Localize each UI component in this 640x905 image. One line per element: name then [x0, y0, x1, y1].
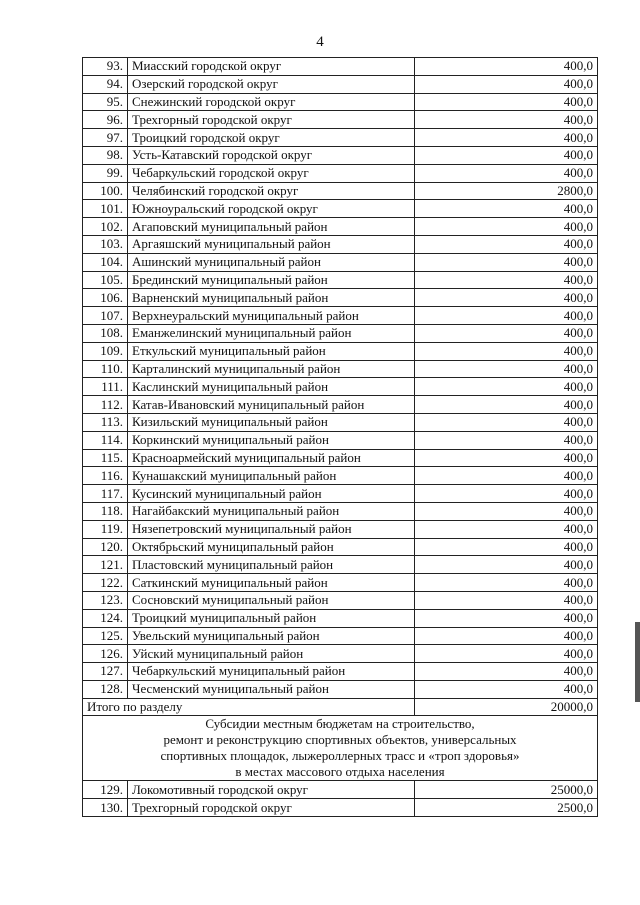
- table-row: [83, 781, 598, 799]
- row-name: Октябрьский муниципальный район: [128, 538, 415, 556]
- table-row: [83, 324, 598, 342]
- table-row: [83, 164, 598, 182]
- table-row: [83, 680, 598, 698]
- table-row: [83, 200, 598, 218]
- row-value: 400,0: [415, 502, 598, 520]
- row-name: Агаповский муниципальный район: [128, 218, 415, 236]
- row-number: 122.: [83, 574, 128, 592]
- row-value: 400,0: [415, 467, 598, 485]
- row-value: 400,0: [415, 253, 598, 271]
- row-name: Чесменский муниципальный район: [128, 680, 415, 698]
- row-value: 400,0: [415, 360, 598, 378]
- table-row: [83, 645, 598, 663]
- row-number: 106.: [83, 289, 128, 307]
- row-name: Ашинский муниципальный район: [128, 253, 415, 271]
- row-number: 109.: [83, 342, 128, 360]
- table-row: [83, 485, 598, 503]
- table-row: [83, 609, 598, 627]
- row-value: 400,0: [415, 520, 598, 538]
- table-row: [83, 342, 598, 360]
- row-number: 127.: [83, 663, 128, 681]
- row-number: 96.: [83, 111, 128, 129]
- row-number: 119.: [83, 520, 128, 538]
- row-number: 102.: [83, 218, 128, 236]
- row-name: Пластовский муниципальный район: [128, 556, 415, 574]
- row-value: 400,0: [415, 645, 598, 663]
- row-name: Варненский муниципальный район: [128, 289, 415, 307]
- row-number: 121.: [83, 556, 128, 574]
- row-value: 400,0: [415, 164, 598, 182]
- page-number: 4: [316, 34, 324, 50]
- table-row: [83, 58, 598, 76]
- row-name: Трехгорный городской округ: [128, 799, 415, 817]
- row-number: 113.: [83, 413, 128, 431]
- section-heading-line: ремонт и реконструкцию спортивных объектов, универсальных: [163, 732, 517, 748]
- table-row: [83, 378, 598, 396]
- row-number: 101.: [83, 200, 128, 218]
- row-value: 400,0: [415, 538, 598, 556]
- row-value: 400,0: [415, 627, 598, 645]
- row-name: Миасский городской округ: [128, 58, 415, 76]
- row-name: Чебаркульский муниципальный район: [128, 663, 415, 681]
- total-label: Итого по разделу: [83, 698, 415, 716]
- row-value: 400,0: [415, 378, 598, 396]
- row-value: 25000,0: [415, 781, 598, 799]
- row-number: 125.: [83, 627, 128, 645]
- row-value: 400,0: [415, 111, 598, 129]
- row-number: 103.: [83, 235, 128, 253]
- table-row: [83, 182, 598, 200]
- section-heading-line: спортивных площадок, лыжероллерных трасс и «троп здоровья»: [160, 748, 520, 764]
- row-number: 95.: [83, 93, 128, 111]
- table-row: [83, 799, 598, 817]
- table-row: [83, 431, 598, 449]
- table-row: [83, 218, 598, 236]
- row-number: 116.: [83, 467, 128, 485]
- table-row: [83, 538, 598, 556]
- row-value: 400,0: [415, 431, 598, 449]
- row-value: 400,0: [415, 609, 598, 627]
- table-row: [83, 467, 598, 485]
- row-name: Снежинский городской округ: [128, 93, 415, 111]
- row-number: 120.: [83, 538, 128, 556]
- table-row: [83, 449, 598, 467]
- row-number: 107.: [83, 307, 128, 325]
- row-number: 93.: [83, 58, 128, 76]
- table-row: [83, 413, 598, 431]
- subsidy-table: [82, 57, 598, 817]
- row-name: Кизильский муниципальный район: [128, 413, 415, 431]
- row-value: 400,0: [415, 396, 598, 414]
- row-number: 115.: [83, 449, 128, 467]
- table-row: [83, 271, 598, 289]
- row-name: Трехгорный городской округ: [128, 111, 415, 129]
- row-value: 400,0: [415, 449, 598, 467]
- row-name: Еткульский муниципальный район: [128, 342, 415, 360]
- row-name: Каслинский муниципальный район: [128, 378, 415, 396]
- table-body-total: [83, 698, 598, 781]
- row-number: 100.: [83, 182, 128, 200]
- row-number: 124.: [83, 609, 128, 627]
- row-name: Южноуральский городской округ: [128, 200, 415, 218]
- row-number: 126.: [83, 645, 128, 663]
- row-number: 98.: [83, 146, 128, 164]
- table-row: [83, 502, 598, 520]
- scan-edge-mark: [635, 622, 640, 702]
- row-value: 2500,0: [415, 799, 598, 817]
- row-number: 114.: [83, 431, 128, 449]
- row-number: 110.: [83, 360, 128, 378]
- table-row: [83, 307, 598, 325]
- row-name: Нагайбакский муниципальный район: [128, 502, 415, 520]
- row-name: Верхнеуральский муниципальный район: [128, 307, 415, 325]
- row-name: Кунашакский муниципальный район: [128, 467, 415, 485]
- row-value: 400,0: [415, 271, 598, 289]
- row-number: 128.: [83, 680, 128, 698]
- row-name: Карталинский муниципальный район: [128, 360, 415, 378]
- row-value: 400,0: [415, 591, 598, 609]
- table-row: [83, 556, 598, 574]
- row-name: Еманжелинский муниципальный район: [128, 324, 415, 342]
- row-name: Аргаяшский муниципальный район: [128, 235, 415, 253]
- row-value: 400,0: [415, 556, 598, 574]
- table-row: [83, 129, 598, 147]
- row-value: 400,0: [415, 663, 598, 681]
- row-name: Усть-Катавский городской округ: [128, 146, 415, 164]
- table-row: [83, 235, 598, 253]
- row-value: 400,0: [415, 324, 598, 342]
- row-name: Челябинский городской округ: [128, 182, 415, 200]
- section-heading-line: Субсидии местным бюджетам на строительство,: [205, 716, 475, 732]
- table-row: [83, 627, 598, 645]
- row-name: Саткинский муниципальный район: [128, 574, 415, 592]
- table-row: [83, 93, 598, 111]
- row-value: 400,0: [415, 129, 598, 147]
- table-row: [83, 111, 598, 129]
- row-value: 400,0: [415, 75, 598, 93]
- row-value: 400,0: [415, 342, 598, 360]
- table-row: [83, 289, 598, 307]
- table-row: [83, 396, 598, 414]
- section-heading: [83, 716, 598, 781]
- row-name: Сосновский муниципальный район: [128, 591, 415, 609]
- row-number: 108.: [83, 324, 128, 342]
- row-number: 130.: [83, 799, 128, 817]
- row-number: 117.: [83, 485, 128, 503]
- total-row: [83, 698, 598, 716]
- row-value: 400,0: [415, 146, 598, 164]
- row-number: 99.: [83, 164, 128, 182]
- row-number: 104.: [83, 253, 128, 271]
- row-name: Троицкий городской округ: [128, 129, 415, 147]
- row-name: Кусинский муниципальный район: [128, 485, 415, 503]
- row-value: 400,0: [415, 289, 598, 307]
- row-value: 400,0: [415, 307, 598, 325]
- row-value: 400,0: [415, 93, 598, 111]
- row-value: 400,0: [415, 680, 598, 698]
- table-row: [83, 146, 598, 164]
- row-number: 112.: [83, 396, 128, 414]
- row-name: Красноармейский муниципальный район: [128, 449, 415, 467]
- row-name: Троицкий муниципальный район: [128, 609, 415, 627]
- row-value: 400,0: [415, 58, 598, 76]
- table-body-bottom: [83, 781, 598, 817]
- row-number: 111.: [83, 378, 128, 396]
- row-name: Нязепетровский муниципальный район: [128, 520, 415, 538]
- row-name: Коркинский муниципальный район: [128, 431, 415, 449]
- row-name: Увельский муниципальный район: [128, 627, 415, 645]
- row-value: 400,0: [415, 485, 598, 503]
- table-row: [83, 520, 598, 538]
- row-name: Чебаркульский городской округ: [128, 164, 415, 182]
- row-value: 2800,0: [415, 182, 598, 200]
- table-row: [83, 360, 598, 378]
- row-name: Брединский муниципальный район: [128, 271, 415, 289]
- table-body-top: [83, 58, 598, 699]
- section-heading-row: [83, 716, 598, 781]
- row-name: Уйский муниципальный район: [128, 645, 415, 663]
- row-number: 97.: [83, 129, 128, 147]
- row-name: Катав-Ивановский муниципальный район: [128, 396, 415, 414]
- section-heading-line: в местах массового отдыха населения: [235, 764, 445, 780]
- table-row: [83, 253, 598, 271]
- table-row: [83, 574, 598, 592]
- row-name: Озерский городской округ: [128, 75, 415, 93]
- row-number: 129.: [83, 781, 128, 799]
- row-value: 400,0: [415, 413, 598, 431]
- row-value: 400,0: [415, 574, 598, 592]
- row-value: 400,0: [415, 235, 598, 253]
- table-row: [83, 663, 598, 681]
- row-number: 118.: [83, 502, 128, 520]
- row-value: 400,0: [415, 200, 598, 218]
- total-value: 20000,0: [415, 698, 598, 716]
- row-number: 123.: [83, 591, 128, 609]
- row-value: 400,0: [415, 218, 598, 236]
- row-name: Локомотивный городской округ: [128, 781, 415, 799]
- row-number: 94.: [83, 75, 128, 93]
- table-row: [83, 591, 598, 609]
- row-number: 105.: [83, 271, 128, 289]
- table-row: [83, 75, 598, 93]
